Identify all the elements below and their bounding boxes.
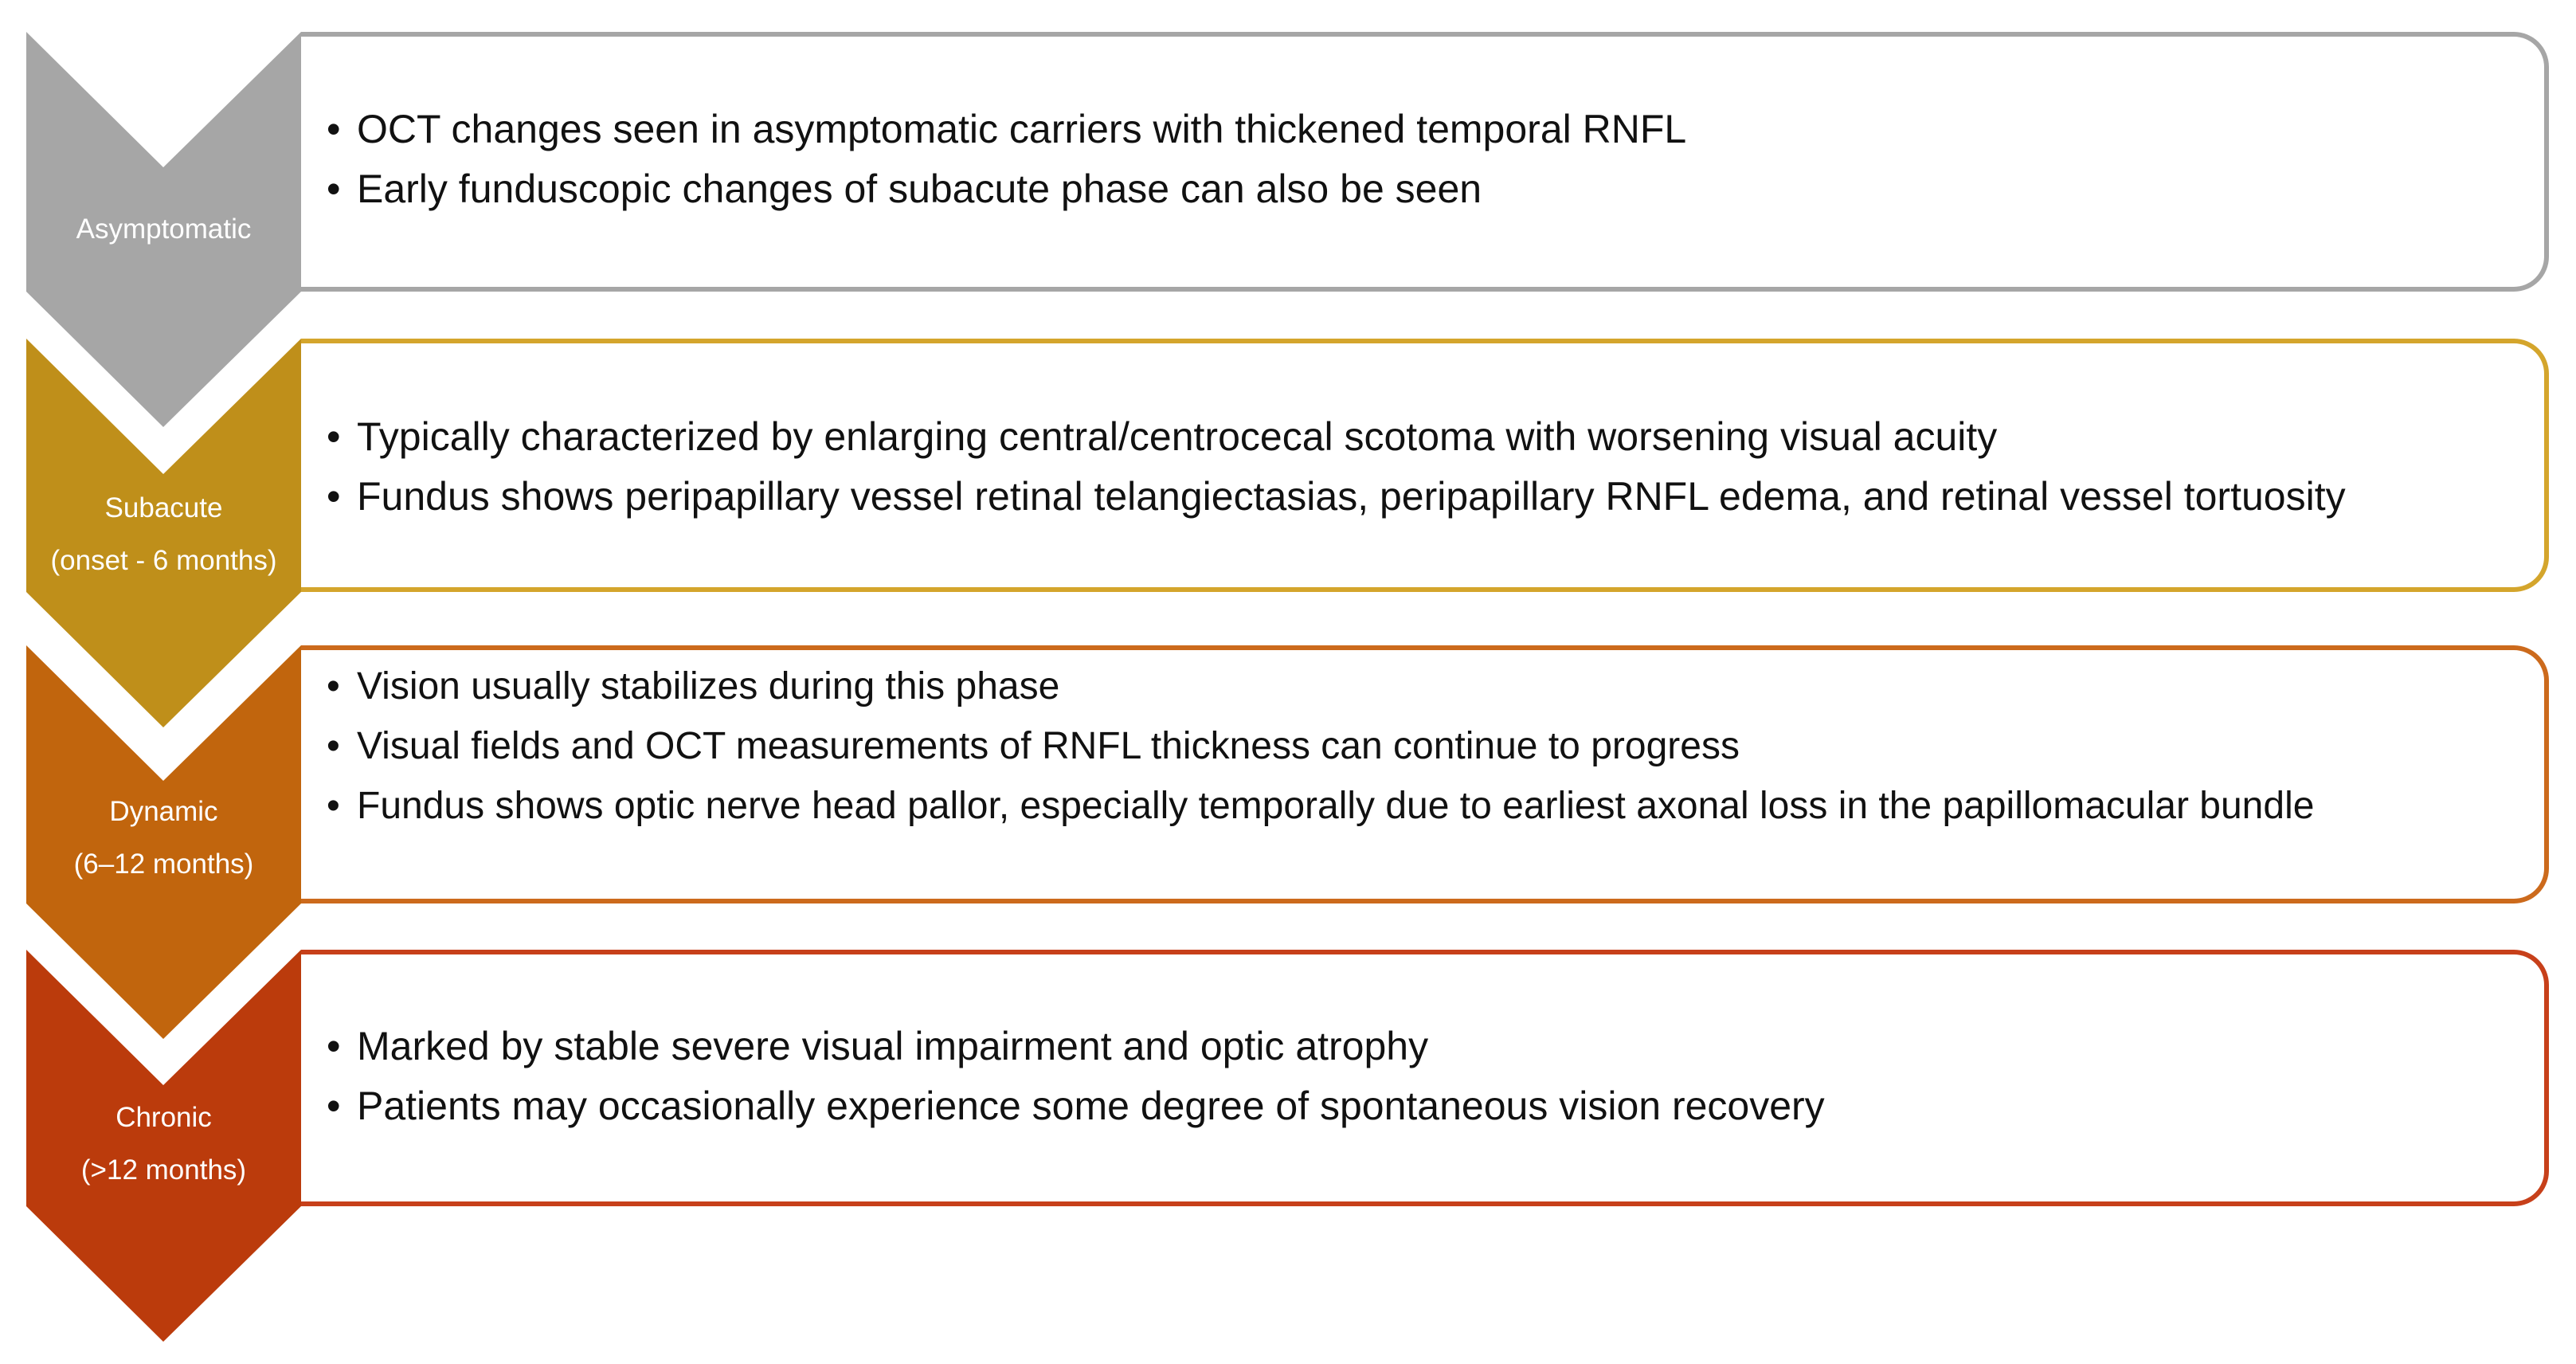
bullet-text: Marked by stable severe visual impairment and optic atrophy [357, 1024, 1429, 1068]
dynamic-label [26, 786, 301, 891]
list-item [327, 783, 2525, 829]
list-item [327, 413, 2525, 461]
chronic-bullets [327, 1022, 2525, 1142]
chronic-label-line-1: Chronic [115, 1102, 212, 1133]
bullet-dot-icon: • [327, 474, 341, 519]
bullet-dot-icon: • [327, 1084, 341, 1128]
list-item [327, 664, 2525, 710]
asymptomatic-label [26, 203, 301, 256]
list-item [327, 723, 2525, 770]
list-item [327, 165, 2525, 214]
bullet-dot-icon: • [327, 414, 341, 459]
bullet-text: Typically characterized by enlarging central/centrocecal scotoma with worsening visual acuity [357, 414, 1998, 459]
list-item [327, 1022, 2525, 1071]
bullet-text: OCT changes seen in asymptomatic carriers with thickened temporal RNFL [357, 107, 1687, 151]
bullet-text: Fundus shows optic nerve head pallor, especially temporally due to earliest axonal loss in the papillomacular bundle [357, 785, 2315, 827]
chronic-label [26, 1092, 301, 1197]
asymptomatic-bullets [327, 105, 2525, 225]
chronic-label-line-2: (>12 months) [80, 1154, 247, 1186]
bullet-dot-icon: • [327, 1024, 341, 1068]
asymptomatic-label-line-1: Asymptomatic [76, 214, 252, 245]
bullet-text: Fundus shows peripapillary vessel retinal telangiectasias, peripapillary RNFL edema, and retinal vessel tortuosity [357, 474, 2346, 519]
bullet-dot-icon: • [327, 725, 340, 767]
bullet-dot-icon: • [327, 107, 341, 151]
bullet-text: Patients may occasionally experience some degree of spontaneous vision recovery [357, 1084, 1825, 1128]
subacute-label-line-1: Subacute [104, 492, 223, 523]
subacute-label [26, 482, 301, 587]
bullet-text: Early funduscopic changes of subacute phase can also be seen [357, 167, 1482, 211]
subacute-bullets [327, 413, 2525, 532]
bullet-dot-icon: • [327, 167, 341, 211]
bullet-dot-icon: • [327, 665, 340, 707]
dynamic-label-line-1: Dynamic [109, 796, 218, 827]
dynamic-bullets [327, 664, 2525, 841]
subacute-label-line-2: (onset - 6 months) [50, 545, 277, 576]
bullet-text: Vision usually stabilizes during this phase [357, 665, 1060, 707]
list-item [327, 1082, 2525, 1131]
list-item [327, 472, 2525, 521]
dynamic-label-line-2: (6–12 months) [73, 849, 254, 880]
bullet-dot-icon: • [327, 785, 340, 827]
list-item [327, 105, 2525, 154]
bullet-text: Visual fields and OCT measurements of RNFL thickness can continue to progress [357, 725, 1740, 767]
